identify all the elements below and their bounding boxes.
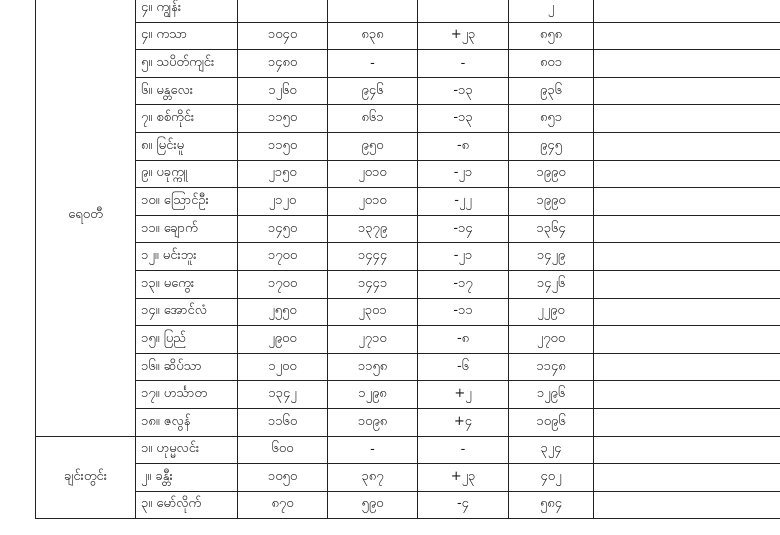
value-cell: ၁၂၆၀ bbox=[238, 77, 328, 105]
table-row bbox=[36, 270, 780, 298]
change-cell: -၄ bbox=[418, 491, 509, 519]
station-name: ၉။ ပခုက္ကူ bbox=[136, 160, 238, 188]
table-row bbox=[36, 22, 780, 50]
station-name: ၄။ ကသာ bbox=[136, 22, 238, 50]
empty-cell bbox=[594, 77, 780, 105]
table-row bbox=[36, 215, 780, 243]
value-cell: ၁၉၉၀ bbox=[509, 160, 594, 188]
value-cell: ၁၀၅၀ bbox=[238, 464, 328, 492]
value-cell: ၂၃၀၁ bbox=[328, 298, 418, 326]
station-name: ၁၄။ အောင်လံ bbox=[136, 298, 238, 326]
station-name: ၁၂။ မင်းဘူး bbox=[136, 243, 238, 271]
empty-cell bbox=[594, 188, 780, 216]
group-label: ချင်းတွင်း bbox=[36, 436, 136, 519]
station-name: ၁၃။ မကွေး bbox=[136, 270, 238, 298]
station-name: ၆။ မန္တလေး bbox=[136, 77, 238, 105]
empty-cell bbox=[594, 215, 780, 243]
change-cell: -၁၁ bbox=[418, 298, 509, 326]
table-row bbox=[36, 464, 780, 492]
value-cell: ၈၇၀ bbox=[238, 491, 328, 519]
value-cell: ၁၄၂၉ bbox=[509, 243, 594, 271]
empty-cell bbox=[594, 436, 780, 464]
value-cell: ၂၀၁၀ bbox=[328, 188, 418, 216]
table-row bbox=[36, 50, 780, 78]
table-row bbox=[36, 326, 780, 354]
value-cell: ၂၇၀၀ bbox=[509, 326, 594, 354]
station-name: ၇။ စစ်ကိုင်း bbox=[136, 105, 238, 133]
station-name: ၂။ ခန္တီး bbox=[136, 464, 238, 492]
change-cell: -၈ bbox=[418, 132, 509, 160]
table-row bbox=[36, 491, 780, 519]
value-cell: - bbox=[328, 50, 418, 78]
value-cell: ၃၈၇ bbox=[328, 464, 418, 492]
value-cell: ၁၀၉၈ bbox=[328, 408, 418, 436]
station-name: ၁။ ဟုမ္မလင်း bbox=[136, 436, 238, 464]
empty-cell bbox=[594, 408, 780, 436]
value-cell: ၉၄၅ bbox=[509, 132, 594, 160]
value-cell: ၅၉၀ bbox=[328, 491, 418, 519]
value-cell: ၁၄၄၁ bbox=[328, 270, 418, 298]
value-cell: ၁၁၆၀ bbox=[238, 408, 328, 436]
table-row bbox=[36, 298, 780, 326]
station-name: ၄။ ကျွန်း bbox=[136, 0, 238, 22]
value-cell: ၁၁၅၀ bbox=[238, 105, 328, 133]
value-cell: ၂၂၉၀ bbox=[509, 298, 594, 326]
change-cell: -၁၃ bbox=[418, 105, 509, 133]
empty-cell bbox=[594, 353, 780, 381]
change-cell: -၁၇ bbox=[418, 270, 509, 298]
table-row bbox=[36, 381, 780, 409]
value-cell: ၁၄၅၀ bbox=[238, 215, 328, 243]
group-label: ရေဝတီ bbox=[36, 0, 136, 436]
value-cell: ၉၅၀ bbox=[328, 132, 418, 160]
value-cell: - bbox=[328, 436, 418, 464]
value-cell: ၁၇၀၀ bbox=[238, 243, 328, 271]
empty-cell bbox=[594, 491, 780, 519]
change-cell: +၄ bbox=[418, 408, 509, 436]
value-cell: ၁၀၉၆ bbox=[509, 408, 594, 436]
change-cell: - bbox=[418, 50, 509, 78]
empty-cell bbox=[594, 0, 780, 22]
value-cell: ၁၃၇၉ bbox=[328, 215, 418, 243]
value-cell: ၁၂၀၀ bbox=[238, 353, 328, 381]
change-cell: -၁၃ bbox=[418, 77, 509, 105]
station-name: ၁၈။ ဇလွန် bbox=[136, 408, 238, 436]
value-cell: ၃၂၄ bbox=[509, 436, 594, 464]
value-cell: ၂၉၀၀ bbox=[238, 326, 328, 354]
value-cell: ၂ bbox=[509, 0, 594, 22]
change-cell: -၂၁ bbox=[418, 243, 509, 271]
value-cell bbox=[328, 0, 418, 22]
table-row bbox=[36, 132, 780, 160]
empty-cell bbox=[594, 22, 780, 50]
change-cell: +၂ bbox=[418, 381, 509, 409]
value-cell: ၉၃၆ bbox=[509, 77, 594, 105]
empty-cell bbox=[594, 326, 780, 354]
change-cell: -၂၁ bbox=[418, 160, 509, 188]
empty-cell bbox=[594, 243, 780, 271]
change-cell: -၂၂ bbox=[418, 188, 509, 216]
value-cell: ၁၇၀၀ bbox=[238, 270, 328, 298]
station-name: ၁၁။ ချောက် bbox=[136, 215, 238, 243]
value-cell: ၅၈၄ bbox=[509, 491, 594, 519]
empty-cell bbox=[594, 270, 780, 298]
empty-cell bbox=[594, 105, 780, 133]
change-cell: -၁၄ bbox=[418, 215, 509, 243]
table-row bbox=[36, 105, 780, 133]
empty-cell bbox=[594, 464, 780, 492]
station-name: ၈။ မြင်းမူ bbox=[136, 132, 238, 160]
table-row bbox=[36, 243, 780, 271]
water-level-table bbox=[35, 0, 780, 519]
table-row bbox=[36, 353, 780, 381]
station-name: ၁၀။ သြောင်ဦး bbox=[136, 188, 238, 216]
change-cell: +၂၃ bbox=[418, 464, 509, 492]
station-name: ၅။ သပိတ်ကျင်း bbox=[136, 50, 238, 78]
value-cell: ၈၀၁ bbox=[509, 50, 594, 78]
value-cell: ၂၀၁၀ bbox=[328, 160, 418, 188]
table-row bbox=[36, 188, 780, 216]
value-cell: ၁၃၄၂ bbox=[238, 381, 328, 409]
value-cell bbox=[238, 0, 328, 22]
value-cell: ၁၀၄၀ bbox=[238, 22, 328, 50]
value-cell: ၈၆၁ bbox=[328, 105, 418, 133]
value-cell: ၂၇၁၀ bbox=[328, 326, 418, 354]
table-row bbox=[36, 160, 780, 188]
table-row bbox=[36, 408, 780, 436]
empty-cell bbox=[594, 160, 780, 188]
value-cell: ၁၁၅၈ bbox=[328, 353, 418, 381]
value-cell: ၁၁၅၀ bbox=[238, 132, 328, 160]
value-cell: ၈၃၈ bbox=[328, 22, 418, 50]
table-row bbox=[36, 0, 780, 22]
value-cell: ၉၄၆ bbox=[328, 77, 418, 105]
station-name: ၃။ မော်လိုက် bbox=[136, 491, 238, 519]
value-cell: ၈၅၁ bbox=[509, 105, 594, 133]
value-cell: ၁၄၈၀ bbox=[238, 50, 328, 78]
empty-cell bbox=[594, 132, 780, 160]
station-name: ၁၇။ ဟင်္သာတ bbox=[136, 381, 238, 409]
table-row bbox=[36, 436, 780, 464]
value-cell: ၈၅၈ bbox=[509, 22, 594, 50]
change-cell bbox=[418, 0, 509, 22]
value-cell: ၁၁၄၈ bbox=[509, 353, 594, 381]
change-cell: - bbox=[418, 436, 509, 464]
value-cell: ၂၁၅၀ bbox=[238, 160, 328, 188]
value-cell: ၁၄၄၄ bbox=[328, 243, 418, 271]
value-cell: ၁၃၆၄ bbox=[509, 215, 594, 243]
change-cell: +၂၃ bbox=[418, 22, 509, 50]
value-cell: ၁၄၂၆ bbox=[509, 270, 594, 298]
change-cell: -၆ bbox=[418, 353, 509, 381]
station-name: ၁၅။ ပြည် bbox=[136, 326, 238, 354]
value-cell: ၄၀၂ bbox=[509, 464, 594, 492]
table-body bbox=[36, 0, 780, 519]
value-cell: ၆၀၀ bbox=[238, 436, 328, 464]
value-cell: ၂၁၂၀ bbox=[238, 188, 328, 216]
empty-cell bbox=[594, 298, 780, 326]
empty-cell bbox=[594, 50, 780, 78]
value-cell: ၁၂၉၈ bbox=[328, 381, 418, 409]
empty-cell bbox=[594, 381, 780, 409]
value-cell: ၁၂၉၆ bbox=[509, 381, 594, 409]
change-cell: -၈ bbox=[418, 326, 509, 354]
table-row bbox=[36, 77, 780, 105]
value-cell: ၂၅၅၀ bbox=[238, 298, 328, 326]
value-cell: ၁၉၉၀ bbox=[509, 188, 594, 216]
station-name: ၁၆။ ဆိပ်သာ bbox=[136, 353, 238, 381]
